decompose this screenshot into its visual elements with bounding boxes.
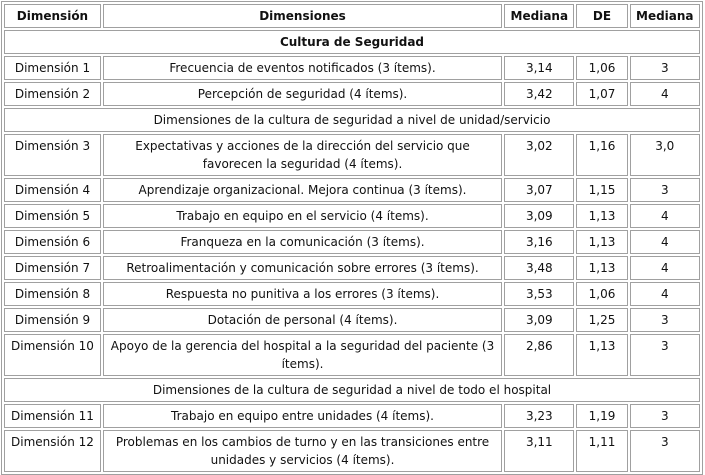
table-row [4, 204, 700, 228]
table-row [4, 82, 700, 106]
dimension-cell: Dimensión 4 [4, 178, 101, 202]
median-cell: 3,02 [504, 134, 574, 176]
header-dimension: Dimensión [4, 4, 101, 28]
section-row [4, 30, 700, 54]
description-cell: Retroalimentación y comunicación sobre errores (3 ítems). [103, 256, 502, 280]
sd-cell: 1,07 [576, 82, 627, 106]
sd-cell: 1,06 [576, 56, 627, 80]
sd-cell: 1,25 [576, 308, 627, 332]
description-cell: Trabajo en equipo en el servicio (4 ítems). [103, 204, 502, 228]
median-cell: 3,53 [504, 282, 574, 306]
table-row [4, 308, 700, 332]
median-2-cell: 4 [630, 230, 700, 254]
header-dimensions: Dimensiones [103, 4, 502, 28]
sd-cell: 1,06 [576, 282, 627, 306]
sd-cell: 1,15 [576, 178, 627, 202]
dimension-cell: Dimensión 9 [4, 308, 101, 332]
header-median-2: Mediana [630, 4, 700, 28]
median-2-cell: 4 [630, 204, 700, 228]
section-title: Dimensiones de la cultura de seguridad a nivel de unidad/servicio [4, 108, 700, 132]
description-cell: Frecuencia de eventos notificados (3 ítems). [103, 56, 502, 80]
dimension-cell: Dimensión 10 [4, 334, 101, 376]
description-cell: Respuesta no punitiva a los errores (3 ítems). [103, 282, 502, 306]
sd-cell: 1,16 [576, 134, 627, 176]
description-cell: Problemas en los cambios de turno y en las transiciones entre unidades y servicios (4 ítems). [103, 430, 502, 472]
median-2-cell: 3 [630, 56, 700, 80]
table-row [4, 334, 700, 376]
dimension-cell: Dimensión 6 [4, 230, 101, 254]
table-row [4, 404, 700, 428]
dimensions-table [1, 1, 703, 475]
dimension-cell: Dimensión 11 [4, 404, 101, 428]
dimension-cell: Dimensión 5 [4, 204, 101, 228]
dimension-cell: Dimensión 1 [4, 56, 101, 80]
section-row [4, 378, 700, 402]
table-row [4, 282, 700, 306]
sd-cell: 1,13 [576, 204, 627, 228]
dimension-cell: Dimensión 12 [4, 430, 101, 472]
median-2-cell: 3,0 [630, 134, 700, 176]
section-title: Cultura de Seguridad [4, 30, 700, 54]
median-2-cell: 3 [630, 308, 700, 332]
sd-cell: 1,19 [576, 404, 627, 428]
median-cell: 3,09 [504, 204, 574, 228]
table-row [4, 56, 700, 80]
table-row [4, 256, 700, 280]
table-row [4, 230, 700, 254]
sd-cell: 1,13 [576, 334, 627, 376]
sd-cell: 1,11 [576, 430, 627, 472]
header-row [4, 4, 700, 28]
median-cell: 3,14 [504, 56, 574, 80]
description-cell: Expectativas y acciones de la dirección del servicio que favorecen la seguridad (4 ítems). [103, 134, 502, 176]
header-sd: DE [576, 4, 627, 28]
median-cell: 3,16 [504, 230, 574, 254]
median-2-cell: 3 [630, 334, 700, 376]
dimension-cell: Dimensión 3 [4, 134, 101, 176]
median-cell: 3,07 [504, 178, 574, 202]
description-cell: Apoyo de la gerencia del hospital a la seguridad del paciente (3 ítems). [103, 334, 502, 376]
dimension-cell: Dimensión 8 [4, 282, 101, 306]
section-title: Dimensiones de la cultura de seguridad a nivel de todo el hospital [4, 378, 700, 402]
median-2-cell: 4 [630, 256, 700, 280]
median-cell: 3,42 [504, 82, 574, 106]
median-2-cell: 4 [630, 82, 700, 106]
table-body [4, 30, 700, 472]
sd-cell: 1,13 [576, 230, 627, 254]
median-cell: 3,23 [504, 404, 574, 428]
median-cell: 3,11 [504, 430, 574, 472]
median-cell: 3,09 [504, 308, 574, 332]
median-2-cell: 3 [630, 430, 700, 472]
description-cell: Dotación de personal (4 ítems). [103, 308, 502, 332]
header-median: Mediana [504, 4, 574, 28]
description-cell: Trabajo en equipo entre unidades (4 ítems). [103, 404, 502, 428]
table-row [4, 178, 700, 202]
sd-cell: 1,13 [576, 256, 627, 280]
median-2-cell: 3 [630, 178, 700, 202]
table-row [4, 430, 700, 472]
dimension-cell: Dimensión 7 [4, 256, 101, 280]
median-2-cell: 4 [630, 282, 700, 306]
description-cell: Aprendizaje organizacional. Mejora continua (3 ítems). [103, 178, 502, 202]
median-cell: 2,86 [504, 334, 574, 376]
description-cell: Franqueza en la comunicación (3 ítems). [103, 230, 502, 254]
table-row [4, 134, 700, 176]
median-2-cell: 3 [630, 404, 700, 428]
dimension-cell: Dimensión 2 [4, 82, 101, 106]
median-cell: 3,48 [504, 256, 574, 280]
section-row [4, 108, 700, 132]
description-cell: Percepción de seguridad (4 ítems). [103, 82, 502, 106]
